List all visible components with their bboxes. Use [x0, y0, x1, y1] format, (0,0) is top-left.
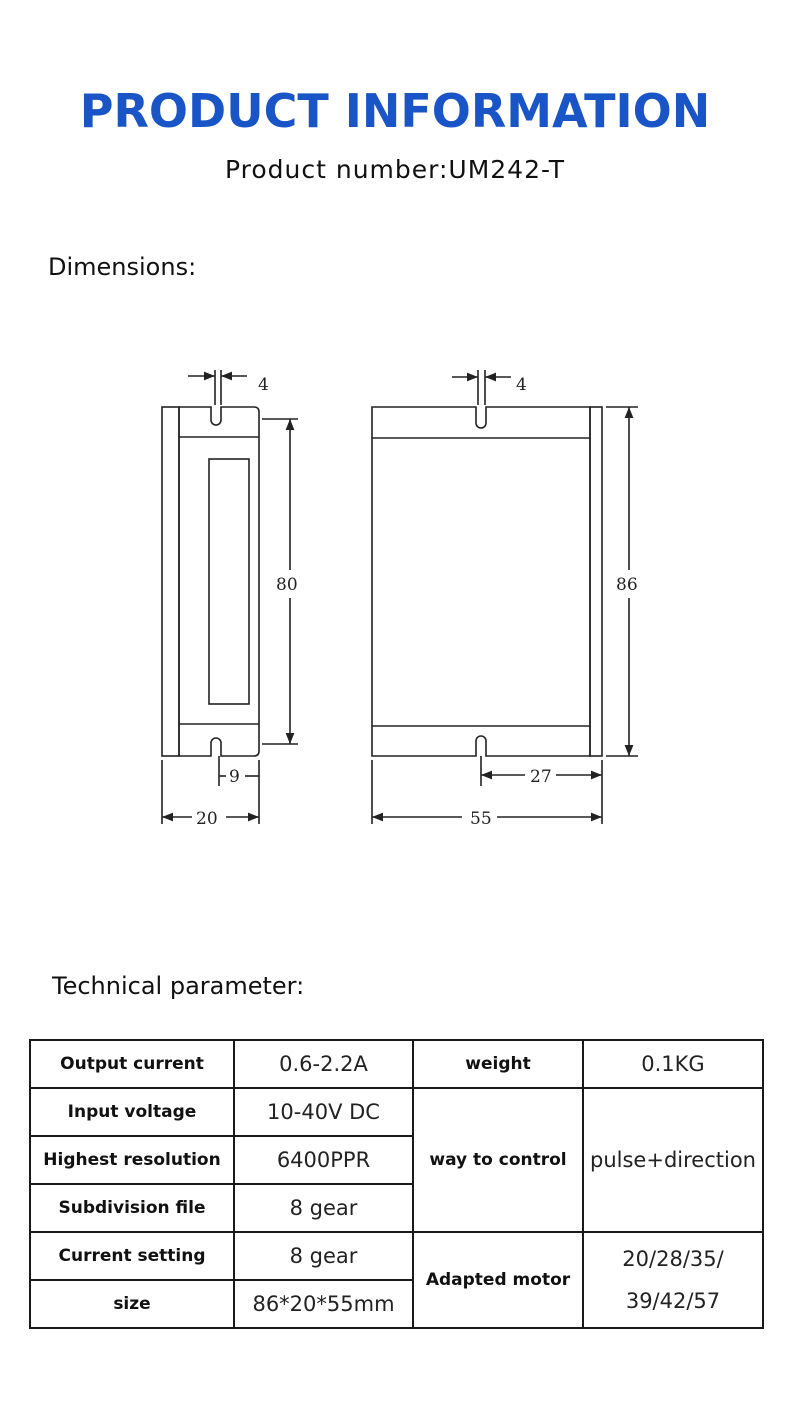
- side-view: [162, 407, 259, 756]
- spec-value: pulse+direction: [583, 1088, 763, 1232]
- spec-value: 8 gear: [234, 1232, 413, 1280]
- spec-label: Current setting: [30, 1232, 234, 1280]
- spec-value: 6400PPR: [234, 1136, 413, 1184]
- spec-label: size: [30, 1280, 234, 1328]
- dimension-drawing-svg: [130, 330, 690, 860]
- adapted-motor-line2: 39/42/57: [625, 1289, 721, 1313]
- spec-value: 0.1KG: [583, 1040, 763, 1088]
- spec-label: Subdivision file: [30, 1184, 234, 1232]
- dim-slot-width-side: 4: [258, 375, 269, 395]
- table-row: [30, 1088, 763, 1136]
- spec-label: Adapted motor: [413, 1232, 583, 1328]
- dim-width-front: 55: [470, 809, 492, 829]
- dimension-drawing: [130, 330, 690, 860]
- table-row: [30, 1232, 763, 1280]
- product-number: Product number:UM242-T: [224, 155, 565, 184]
- dim-height-outer: 86: [616, 575, 638, 595]
- spec-value: 86*20*55mm: [234, 1280, 413, 1328]
- spec-value: 0.6-2.2A: [234, 1040, 413, 1088]
- table-row: [30, 1040, 763, 1088]
- spec-label: weight: [413, 1040, 583, 1088]
- spec-label: Highest resolution: [30, 1136, 234, 1184]
- spec-value: 8 gear: [234, 1184, 413, 1232]
- spec-table: [29, 1039, 764, 1329]
- dim-slot-center: 27: [530, 767, 552, 787]
- spec-label: Input voltage: [30, 1088, 234, 1136]
- technical-heading: Technical parameter:: [52, 972, 305, 1000]
- spec-value: 10-40V DC: [234, 1088, 413, 1136]
- spec-label: Output current: [30, 1040, 234, 1088]
- dim-width-side: 20: [196, 809, 218, 829]
- adapted-motor-line1: 20/28/35/: [622, 1247, 724, 1271]
- spec-label: way to control: [413, 1088, 583, 1232]
- dim-slot-width-front: 4: [516, 375, 527, 395]
- dim-height-inner: 80: [276, 575, 298, 595]
- front-view: [372, 407, 602, 756]
- dimensions-heading: Dimensions:: [48, 253, 197, 281]
- page-title: PRODUCT INFORMATION: [79, 84, 711, 138]
- spec-value: [583, 1232, 763, 1328]
- dim-slot-offset: 9: [229, 767, 240, 787]
